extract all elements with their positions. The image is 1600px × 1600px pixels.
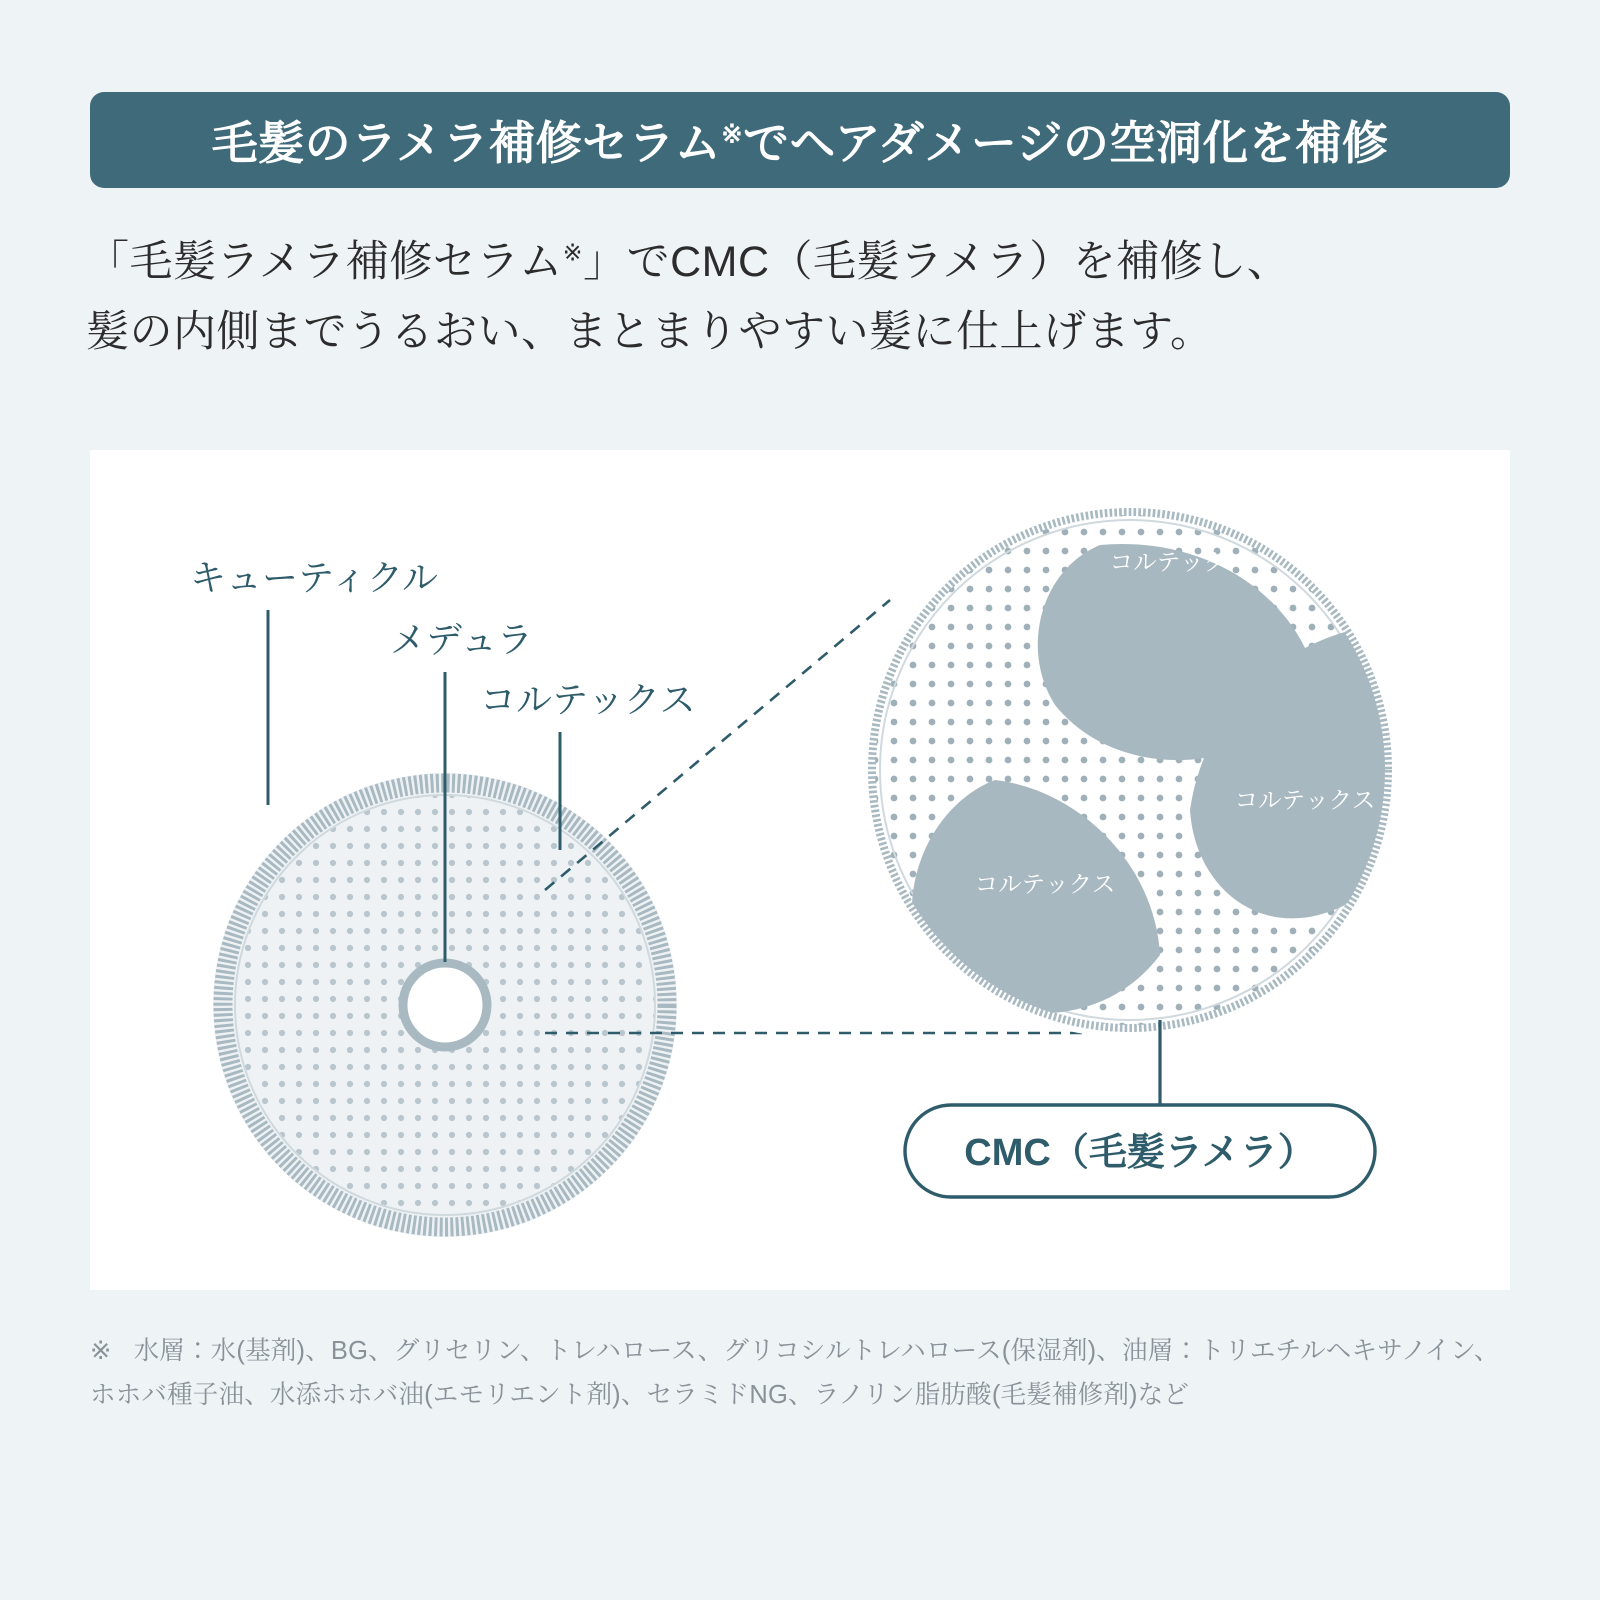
footnote-text: 水層：水(基剤)、BG、グリセリン、トレハロース、グリコシルトレハロース(保湿剤)、油層：トリエチルヘキサノイン、ホホバ種子油、水添ホホバ油(エモリエント剤)、セラミドNG、ラノリン脂肪酸(毛髪補修剤)など [90,1337,1500,1409]
cmc-callout-label: CMC（毛髪ラメラ） [964,1132,1316,1174]
medulla-circle [403,963,487,1047]
lead-line1-part2: 」でCMC（毛髪ラメラ）を補修し、 [583,238,1291,286]
page-title-part1: 毛髪のラメラ補修セラム [211,117,722,169]
lead-line2: 髪の内側までうるおい、まとまりやすい髪に仕上げます。 [86,307,1214,356]
label-medulla: メデュラ [390,619,533,660]
page-title-footnote-mark: ※ [721,120,743,149]
magnified-label-cortex-bottom: コルテックス [974,871,1116,897]
magnified-label-cortex-right: コルテックス [1234,787,1376,813]
label-cortex: コルテックス [480,679,696,720]
hair-structure-figure [90,450,1510,1290]
header-banner [90,92,1510,188]
page-title-part2: でヘアダメージの空洞化を補修 [742,117,1389,169]
lead-line1-part1: 「毛髪ラメラ補修セラム [86,238,563,286]
page-title [212,107,1389,173]
footnote [90,1330,1520,1418]
label-cuticle: キューティクル [190,557,439,598]
footnote-mark: ※ [90,1337,112,1365]
magnified-label-cortex-top: コルテックス [1109,549,1251,575]
lead-paragraph [86,228,1526,367]
zoom-connector-top [545,600,890,890]
lead-footnote-mark: ※ [562,240,584,267]
